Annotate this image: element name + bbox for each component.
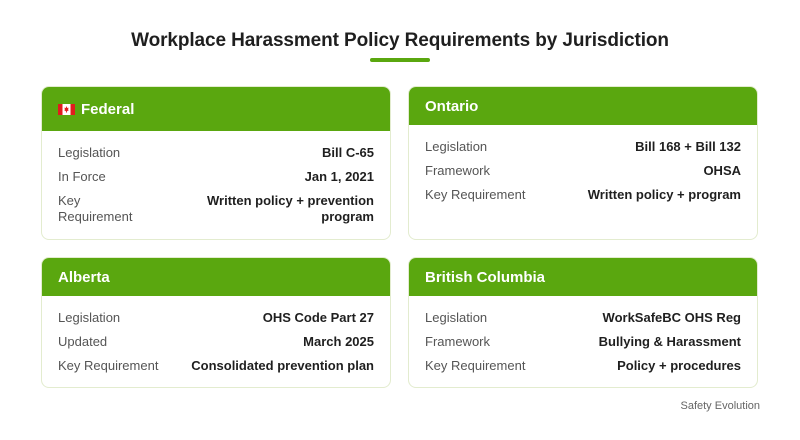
row-label: Key Requirement: [425, 187, 526, 202]
row-label: Legislation: [58, 145, 121, 160]
row-legislation: [58, 145, 374, 161]
card-title: British Columbia: [425, 268, 546, 286]
title-underline: [370, 58, 430, 62]
row-updated: [58, 334, 374, 350]
row-legislation: [58, 310, 374, 326]
row-value: Consolidated prevention plan: [191, 358, 374, 373]
row-framework: [425, 163, 741, 179]
row-label: Legislation: [425, 310, 488, 325]
row-value: OHS Code Part 27: [262, 310, 374, 325]
row-legislation: [425, 139, 741, 155]
row-value: Jan 1, 2021: [304, 169, 374, 184]
row-value: Bill C-65: [321, 145, 374, 160]
row-label: Legislation: [58, 310, 121, 325]
card-header: [409, 87, 757, 125]
card-ontario: [408, 86, 758, 240]
card-alberta: [41, 257, 391, 388]
canada-flag-icon: [58, 104, 75, 115]
row-value: Bill 168 + Bill 132: [635, 139, 741, 154]
row-key-requirement: [425, 187, 741, 203]
card-header: [409, 258, 757, 296]
card-title: Alberta: [58, 268, 110, 286]
row-label: Updated: [58, 334, 108, 349]
card-title: Ontario: [425, 97, 479, 115]
card-header: [42, 87, 390, 131]
row-in-force: [58, 169, 374, 185]
row-key-requirement: [425, 358, 741, 374]
row-label: Key Requirement: [58, 193, 133, 224]
row-key-requirement: [58, 358, 374, 374]
row-key-requirement: [58, 193, 374, 225]
row-value: Written policy + prevention program: [207, 193, 374, 224]
page-title: Workplace Harassment Policy Requirements by Jurisdiction: [131, 30, 669, 51]
row-value: Policy + procedures: [617, 358, 741, 373]
row-legislation: [425, 310, 741, 326]
row-label: In Force: [58, 169, 106, 184]
card-header: [42, 258, 390, 296]
row-label: Framework: [425, 163, 491, 178]
row-value: WorkSafeBC OHS Reg: [602, 310, 741, 325]
card-federal: [41, 86, 391, 240]
row-value: Written policy + program: [587, 187, 741, 202]
row-value: March 2025: [303, 334, 374, 349]
source-credit: Safety Evolution: [680, 400, 760, 412]
row-value: Bullying & Harassment: [598, 334, 741, 349]
card-title: Federal: [81, 100, 135, 118]
row-value: OHSA: [703, 163, 741, 178]
row-label: Key Requirement: [58, 358, 159, 373]
card-british-columbia: [408, 257, 758, 388]
row-label: Legislation: [425, 139, 488, 154]
row-label: Key Requirement: [425, 358, 526, 373]
row-label: Framework: [425, 334, 491, 349]
row-framework: [425, 334, 741, 350]
